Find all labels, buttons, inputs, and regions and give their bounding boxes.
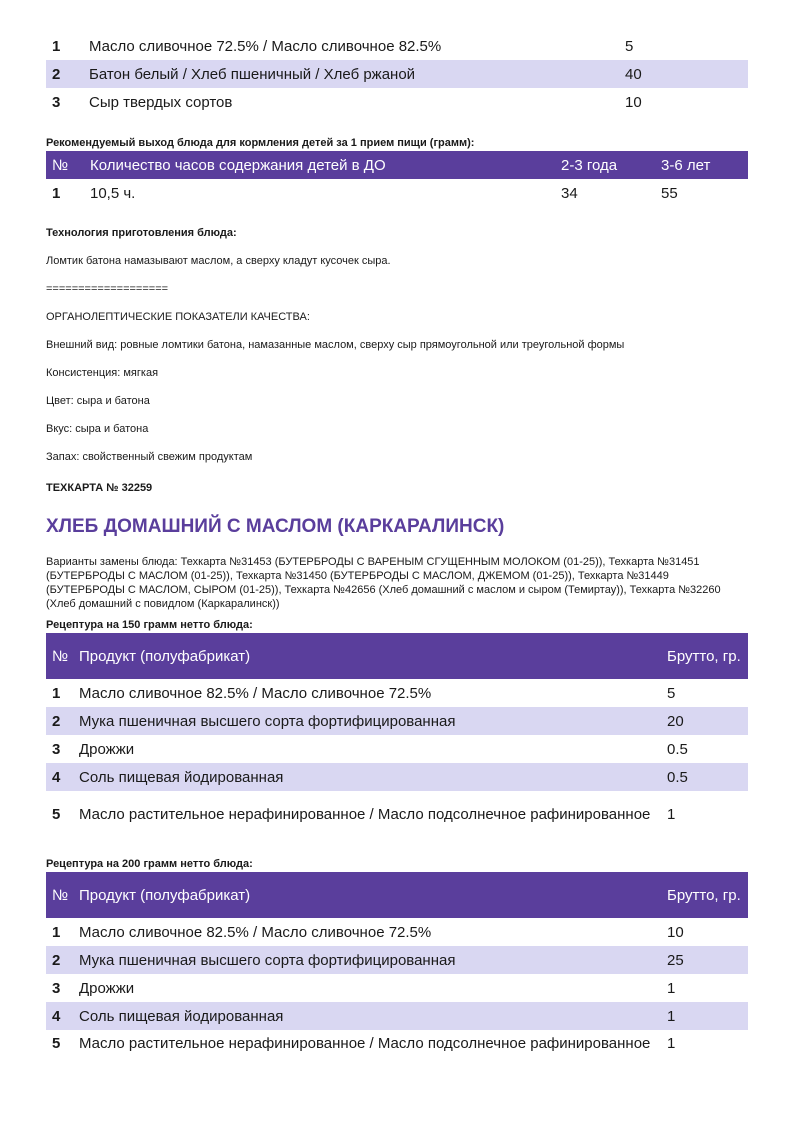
row-number: 1 bbox=[52, 184, 61, 202]
table-row bbox=[46, 974, 748, 1002]
recipe-200-header bbox=[46, 872, 748, 918]
product-cell: Масло сливочное 82.5% / Масло сливочное 72.5% bbox=[79, 923, 432, 941]
techcard-number: ТЕХКАРТА № 32259 bbox=[46, 482, 153, 494]
technology-text: Ломтик батона намазывают маслом, а сверху кладут кусочек сыра. bbox=[46, 255, 391, 267]
header-hours: Количество часов содержания детей в ДО bbox=[84, 151, 555, 179]
gross-cell: 5 bbox=[667, 684, 676, 702]
gross-cell: 5 bbox=[625, 37, 634, 55]
yield-label: Рекомендуемый выход блюда для кормления детей за 1 прием пищи (грамм): bbox=[46, 137, 475, 149]
header-num: № bbox=[46, 872, 73, 918]
row-number: 2 bbox=[46, 946, 73, 974]
table-row bbox=[46, 1030, 748, 1076]
gross-cell: 0.5 bbox=[661, 763, 748, 791]
product-cell: Масло сливочное 72.5% / Масло сливочное 82.5% bbox=[89, 37, 442, 55]
row-number: 3 bbox=[52, 740, 61, 758]
header-num: № bbox=[46, 633, 73, 679]
taste-text: Вкус: сыра и батона bbox=[46, 423, 149, 435]
row-number: 1 bbox=[52, 923, 61, 941]
consistency-text: Консистенция: мягкая bbox=[46, 367, 159, 379]
table-row bbox=[46, 791, 748, 837]
technology-section bbox=[46, 219, 748, 471]
header-age-3-6: 3-6 лет bbox=[655, 151, 748, 179]
divider-line: =================== bbox=[46, 283, 169, 295]
table-row bbox=[46, 60, 748, 88]
product-cell: Масло растительное нерафинированное / Масло подсолнечное рафинированное bbox=[79, 805, 651, 823]
header-age-2-3: 2-3 года bbox=[555, 151, 655, 179]
row-number: 5 bbox=[52, 1035, 61, 1052]
gross-cell: 1 bbox=[667, 979, 676, 997]
product-cell: Масло сливочное 82.5% / Масло сливочное 72.5% bbox=[79, 684, 432, 702]
gross-cell: 40 bbox=[619, 60, 748, 88]
row-number: 2 bbox=[46, 707, 73, 735]
header-gross: Брутто, гр. bbox=[661, 633, 748, 679]
product-cell: Соль пищевая йодированная bbox=[73, 763, 661, 791]
product-cell: Батон белый / Хлеб пшеничный / Хлеб ржаной bbox=[83, 60, 619, 88]
table-row bbox=[46, 179, 748, 207]
row-number: 4 bbox=[46, 763, 73, 791]
header-product: Продукт (полуфабрикат) bbox=[73, 872, 661, 918]
row-number: 5 bbox=[52, 805, 61, 823]
appearance-text: Внешний вид: ровные ломтики батона, намазанные маслом, сверху сыр прямоугольной или треугольной формы bbox=[46, 339, 625, 351]
row-number: 1 bbox=[52, 684, 61, 702]
recipe-table-top bbox=[46, 32, 748, 116]
recipe-150-label: Рецептура на 150 грамм нетто блюда: bbox=[46, 619, 253, 631]
gross-cell: 10 bbox=[667, 923, 684, 941]
row-number: 3 bbox=[52, 979, 61, 997]
product-cell: Мука пшеничная высшего сорта фортифицированная bbox=[73, 707, 661, 735]
gross-cell: 10 bbox=[625, 93, 642, 111]
gross-cell: 20 bbox=[661, 707, 748, 735]
product-cell: Мука пшеничная высшего сорта фортифицированная bbox=[73, 946, 661, 974]
gross-cell: 0.5 bbox=[667, 740, 688, 758]
gross-cell: 1 bbox=[667, 1035, 676, 1052]
gross-cell: 1 bbox=[661, 1002, 748, 1030]
row-number: 2 bbox=[46, 60, 83, 88]
organoleptic-title: ОРГАНОЛЕПТИЧЕСКИЕ ПОКАЗАТЕЛИ КАЧЕСТВА: bbox=[46, 311, 310, 323]
product-cell: Дрожжи bbox=[79, 979, 135, 997]
yield-table bbox=[46, 151, 748, 207]
product-cell: Масло растительное нерафинированное / Масло подсолнечное рафинированное bbox=[79, 1035, 651, 1052]
recipe-150-table bbox=[46, 633, 748, 837]
table-row bbox=[46, 32, 748, 60]
product-cell: Дрожжи bbox=[79, 740, 135, 758]
gross-cell: 1 bbox=[667, 805, 676, 823]
smell-text: Запах: свойственный свежим продуктам bbox=[46, 451, 253, 463]
product-cell: Сыр твердых сортов bbox=[89, 93, 233, 111]
document-page bbox=[46, 32, 748, 1076]
header-gross: Брутто, гр. bbox=[661, 872, 748, 918]
table-row bbox=[46, 1002, 748, 1030]
recipe-200-table bbox=[46, 872, 748, 1076]
row-number: 3 bbox=[52, 93, 61, 111]
replacement-variants: Варианты замены блюда: Техкарта №31453 (БУТЕРБРОДЫ С ВАРЕНЫМ СГУЩЕННЫМ МОЛОКОМ (01-25)), Техкарта №31451 (БУТЕРБРОДЫ С МАСЛОМ (01-25)), Техкарта №31450 (БУТЕРБРОДЫ С МАСЛОМ, ДЖЕМОМ (01-25)), Техкарта №31449 (БУТЕРБРОДЫ С МАСЛОМ, СЫРОМ (01-25)), Техкарта №42656 (Хлеб домашний с маслом и сыром (Темиртау)), Техкарта №32260 (Хлеб домашний с повидлом (Каркаралинск)) bbox=[46, 556, 721, 610]
age-2-3-cell: 34 bbox=[561, 184, 578, 202]
table-row bbox=[46, 918, 748, 946]
product-cell: Соль пищевая йодированная bbox=[73, 1002, 661, 1030]
table-row bbox=[46, 679, 748, 707]
color-text: Цвет: сыра и батона bbox=[46, 395, 150, 407]
table-row bbox=[46, 735, 748, 763]
table-row bbox=[46, 763, 748, 791]
dish-title: ХЛЕБ ДОМАШНИЙ С МАСЛОМ (КАРКАРАЛИНСК) bbox=[46, 516, 505, 537]
header-num: № bbox=[46, 151, 84, 179]
age-3-6-cell: 55 bbox=[661, 184, 678, 202]
technology-label: Технология приготовления блюда: bbox=[46, 227, 237, 239]
row-number: 1 bbox=[52, 37, 61, 55]
table-row bbox=[46, 946, 748, 974]
gross-cell: 25 bbox=[661, 946, 748, 974]
table-row bbox=[46, 88, 748, 116]
recipe-200-label: Рецептура на 200 грамм нетто блюда: bbox=[46, 858, 253, 870]
row-number: 4 bbox=[46, 1002, 73, 1030]
hours-cell: 10,5 ч. bbox=[90, 184, 136, 202]
yield-table-header bbox=[46, 151, 748, 179]
table-row bbox=[46, 707, 748, 735]
recipe-150-header bbox=[46, 633, 748, 679]
header-product: Продукт (полуфабрикат) bbox=[73, 633, 661, 679]
